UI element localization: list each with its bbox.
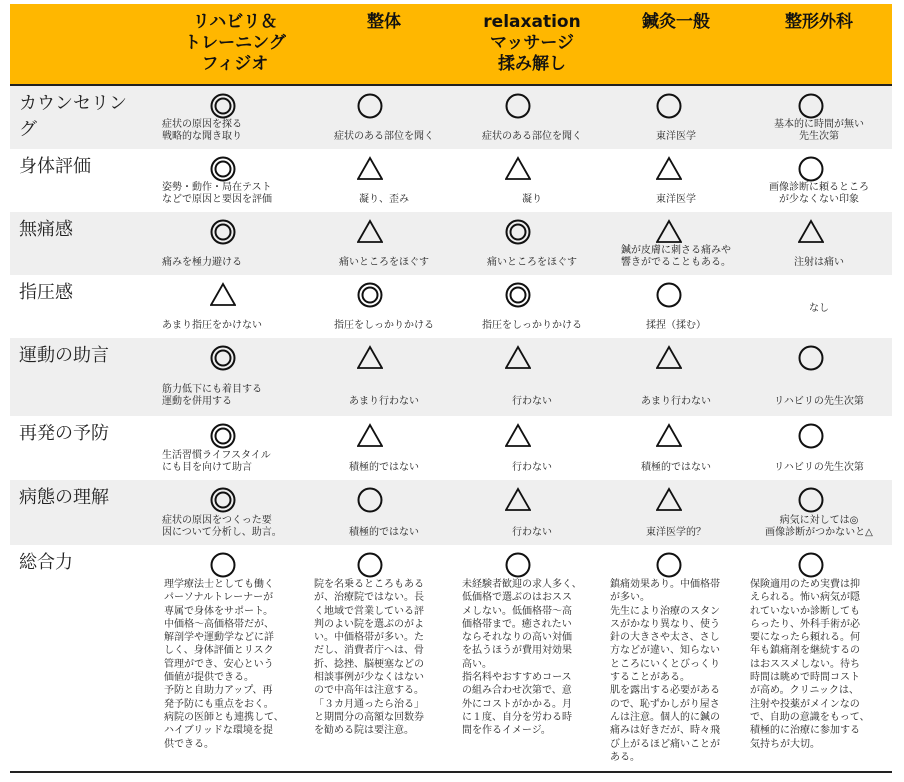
triangle-icon bbox=[210, 282, 236, 308]
cell-note: 痛みを極力避ける bbox=[162, 257, 242, 268]
table-cell bbox=[458, 275, 606, 338]
table-cell bbox=[310, 480, 458, 545]
triangle-icon bbox=[656, 156, 682, 182]
circle-icon bbox=[798, 552, 824, 578]
double-circle-icon bbox=[505, 282, 531, 308]
triangle-icon bbox=[505, 156, 531, 182]
cell-note: 行わない bbox=[512, 396, 552, 407]
table-row bbox=[10, 149, 892, 213]
table-cell bbox=[160, 86, 310, 149]
table-cell bbox=[160, 416, 310, 480]
triangle-icon bbox=[798, 219, 824, 245]
row-label: 無痛感 bbox=[19, 219, 73, 240]
table-cell bbox=[746, 149, 892, 212]
cell-note: 行わない bbox=[512, 527, 552, 538]
double-circle-icon bbox=[210, 487, 236, 513]
cell-note: 姿勢・動作・局在テスト などで原因と要因を評価 bbox=[162, 182, 272, 205]
table-cell bbox=[606, 86, 746, 149]
table-row bbox=[10, 416, 892, 481]
circle-icon bbox=[656, 282, 682, 308]
cell-note: あまり行わない bbox=[349, 396, 419, 407]
table-row bbox=[10, 275, 892, 339]
cell-note: 凝り bbox=[522, 194, 542, 205]
table-cell bbox=[606, 212, 746, 275]
table-row bbox=[10, 338, 892, 417]
table-cell bbox=[160, 480, 310, 545]
table-cell bbox=[606, 338, 746, 416]
table-cell bbox=[310, 338, 458, 416]
summary-text: 未経験者歓迎の求人多く、 低価格で選ぶのはおスス メしない。低価格帯〜高 価格帯まで。癒されたい ならそれなりの高い対価 を払うほうが費用対効果 高い。 指名料やおすすめコース の組み合わせ次第で、意 外にコストがかかる。月 に１度、自分を労わる時 間を作るイメージ。 bbox=[462, 579, 582, 737]
row-label: 総合力 bbox=[19, 552, 73, 573]
cell-note: 病気に対しては◎ 画像診断がつかないと△ bbox=[765, 515, 873, 538]
cell-note: 東洋医学 bbox=[656, 194, 696, 205]
table-cell bbox=[458, 416, 606, 480]
circle-icon bbox=[798, 487, 824, 513]
circle-icon bbox=[210, 552, 236, 578]
cell-note: 症状の原因をつくった要 因について分析し、助言。 bbox=[162, 515, 282, 538]
column-header-relaxation: relaxation マッサージ 揉み解し bbox=[483, 12, 581, 74]
triangle-icon bbox=[656, 219, 682, 245]
table-cell bbox=[160, 338, 310, 416]
triangle-icon bbox=[357, 219, 383, 245]
cell-note: 積極的ではない bbox=[349, 462, 419, 473]
table-cell bbox=[310, 212, 458, 275]
double-circle-icon bbox=[210, 345, 236, 371]
table-cell bbox=[606, 275, 746, 338]
cell-note: なし bbox=[809, 303, 829, 314]
cell-note: 行わない bbox=[512, 462, 552, 473]
cell-note: 凝り、歪み bbox=[359, 194, 409, 205]
cell-note: リハビリの先生次第 bbox=[774, 396, 864, 407]
row-label: 運動の助言 bbox=[19, 345, 109, 366]
column-header-orthopedics: 整形外科 bbox=[785, 12, 853, 32]
cell-note: あまり行わない bbox=[641, 396, 711, 407]
circle-icon bbox=[656, 552, 682, 578]
cell-note: リハビリの先生次第 bbox=[774, 462, 864, 473]
table-cell bbox=[458, 480, 606, 545]
cell-note: 症状の原因を探る 戦略的な聞き取り bbox=[162, 119, 242, 142]
circle-icon bbox=[357, 552, 383, 578]
circle-icon bbox=[798, 345, 824, 371]
circle-icon bbox=[505, 552, 531, 578]
cell-note: 痛いところをほぐす bbox=[339, 257, 429, 268]
circle-icon bbox=[505, 93, 531, 119]
row-label: 指圧感 bbox=[19, 282, 73, 303]
cell-note: 積極的ではない bbox=[641, 462, 711, 473]
triangle-icon bbox=[357, 423, 383, 449]
cell-note: 基本的に時間が無い 先生次第 bbox=[774, 119, 864, 142]
table-cell bbox=[310, 149, 458, 212]
triangle-icon bbox=[505, 423, 531, 449]
cell-note: 東洋医学 bbox=[656, 131, 696, 142]
circle-icon bbox=[357, 487, 383, 513]
cell-note: 揉捏（揉む） bbox=[646, 320, 706, 331]
double-circle-icon bbox=[210, 156, 236, 182]
table-cell bbox=[160, 149, 310, 212]
table-cell bbox=[458, 212, 606, 275]
double-circle-icon bbox=[357, 282, 383, 308]
table-cell bbox=[160, 275, 310, 338]
comparison-table bbox=[10, 4, 892, 774]
circle-icon bbox=[798, 423, 824, 449]
table-cell bbox=[746, 545, 892, 771]
summary-text: 保険適用のため実費は抑 えられる。怖い病気が隠 れていないか診断しても らったり、外科手術が必 要になったら頼れる。何 年も鎮痛剤を継続するの はおススメしない。待ち 時間は眺めで時間コスト が高め。クリニックは、 注射や投薬がメインなの で、自助の意識をもって、 積極的に治療に参加する 気持ちが大切。 bbox=[750, 579, 870, 750]
double-circle-icon bbox=[210, 93, 236, 119]
cell-note: 症状のある部位を聞く bbox=[482, 131, 582, 142]
table-cell bbox=[160, 212, 310, 275]
row-label: 病態の理解 bbox=[19, 487, 109, 508]
table-cell bbox=[746, 275, 892, 338]
circle-icon bbox=[798, 156, 824, 182]
summary-text: 院を名乗るところもある が、治療院ではない。長 く地域で営業している評 判のよい院を選ぶのがよ い。中価格帯が多い。た だし、消費者庁へは、骨 折、捻挫、脳梗塞などの 相談事例が少なくはない ので中高年は注意する。 「３カ月通ったら治る」 と期間分の高額な回数券 を勧める院は要注意。 bbox=[314, 579, 424, 737]
cell-note: 筋力低下にも着目する 運動を併用する bbox=[162, 384, 262, 407]
summary-text: 理学療法士としても働く パーソナルトレーナーが 専属で身体をサポート。 中価格〜高価格帯だが、 解剖学や運動学などに詳 しく、身体評価とリスク 管理ができ、安心という 価値が提供できる。 予防と自助力アップ、再 発予防にも重点をおく。 病院の医師とも連携して、 ハイブリッドな環境を提 供できる。 bbox=[164, 579, 284, 750]
table-bottom-border bbox=[10, 771, 892, 773]
table-cell bbox=[606, 545, 746, 771]
double-circle-icon bbox=[210, 423, 236, 449]
table-cell bbox=[746, 416, 892, 480]
table-cell bbox=[458, 545, 606, 771]
table-row bbox=[10, 480, 892, 546]
table-row bbox=[10, 545, 892, 772]
column-header-physio: リハビリ＆ トレーニング フィジオ bbox=[184, 12, 286, 74]
table-row bbox=[10, 86, 892, 150]
double-circle-icon bbox=[505, 219, 531, 245]
triangle-icon bbox=[505, 345, 531, 371]
table-cell bbox=[458, 149, 606, 212]
double-circle-icon bbox=[210, 219, 236, 245]
table-cell bbox=[606, 416, 746, 480]
table-cell bbox=[160, 545, 310, 771]
row-label: 再発の予防 bbox=[19, 423, 109, 444]
table-cell bbox=[310, 275, 458, 338]
table-cell bbox=[310, 416, 458, 480]
cell-note: 東洋医学的？ bbox=[646, 527, 706, 538]
table-cell bbox=[606, 480, 746, 545]
row-label: カウンセリン グ bbox=[19, 93, 127, 140]
cell-note: 画像診断に頼るところ が少なくない印象 bbox=[769, 182, 869, 205]
circle-icon bbox=[656, 93, 682, 119]
triangle-icon bbox=[357, 345, 383, 371]
circle-icon bbox=[798, 93, 824, 119]
cell-note: 指圧をしっかりかける bbox=[334, 320, 434, 331]
cell-note: 症状のある部位を聞く bbox=[334, 131, 434, 142]
table-cell bbox=[606, 149, 746, 212]
circle-icon bbox=[357, 93, 383, 119]
column-header-acupuncture: 鍼灸一般 bbox=[642, 12, 710, 32]
table-cell bbox=[746, 480, 892, 545]
cell-note: 注射は痛い bbox=[794, 257, 844, 268]
table-cell bbox=[746, 338, 892, 416]
table-cell bbox=[746, 86, 892, 149]
triangle-icon bbox=[656, 423, 682, 449]
cell-note: あまり指圧をかけない bbox=[162, 320, 262, 331]
triangle-icon bbox=[357, 156, 383, 182]
cell-note: 鍼が皮膚に刺さる痛みや 響きがでることもある。 bbox=[621, 245, 731, 268]
table-row bbox=[10, 212, 892, 276]
summary-text: 鎮痛効果あり。中価格帯 が多い。 先生により治療のスタン スがかなり異なり、使う 針の大きさや太さ、さし 方などが違い、知らない ところにいくとびっくり することがある。 肌を露出する必要がある ので、恥ずかしがり屋さ んは注意。個人的に鍼の 痛みは好きだが、時々飛 び上がるほど痛いことが ある。 bbox=[610, 579, 720, 763]
row-label: 身体評価 bbox=[19, 156, 91, 177]
cell-note: 痛いところをほぐす bbox=[487, 257, 577, 268]
table-header bbox=[10, 4, 892, 86]
cell-note: 生活習慣ライフスタイル にも目を向けて助言 bbox=[162, 450, 271, 473]
triangle-icon bbox=[656, 345, 682, 371]
table-cell bbox=[310, 86, 458, 149]
table-cell bbox=[458, 86, 606, 149]
column-header-seitai: 整体 bbox=[367, 12, 401, 32]
table-cell bbox=[458, 338, 606, 416]
cell-note: 積極的ではない bbox=[349, 527, 419, 538]
triangle-icon bbox=[656, 487, 682, 513]
cell-note: 指圧をしっかりかける bbox=[482, 320, 582, 331]
table-cell bbox=[310, 545, 458, 771]
table-cell bbox=[746, 212, 892, 275]
triangle-icon bbox=[505, 487, 531, 513]
